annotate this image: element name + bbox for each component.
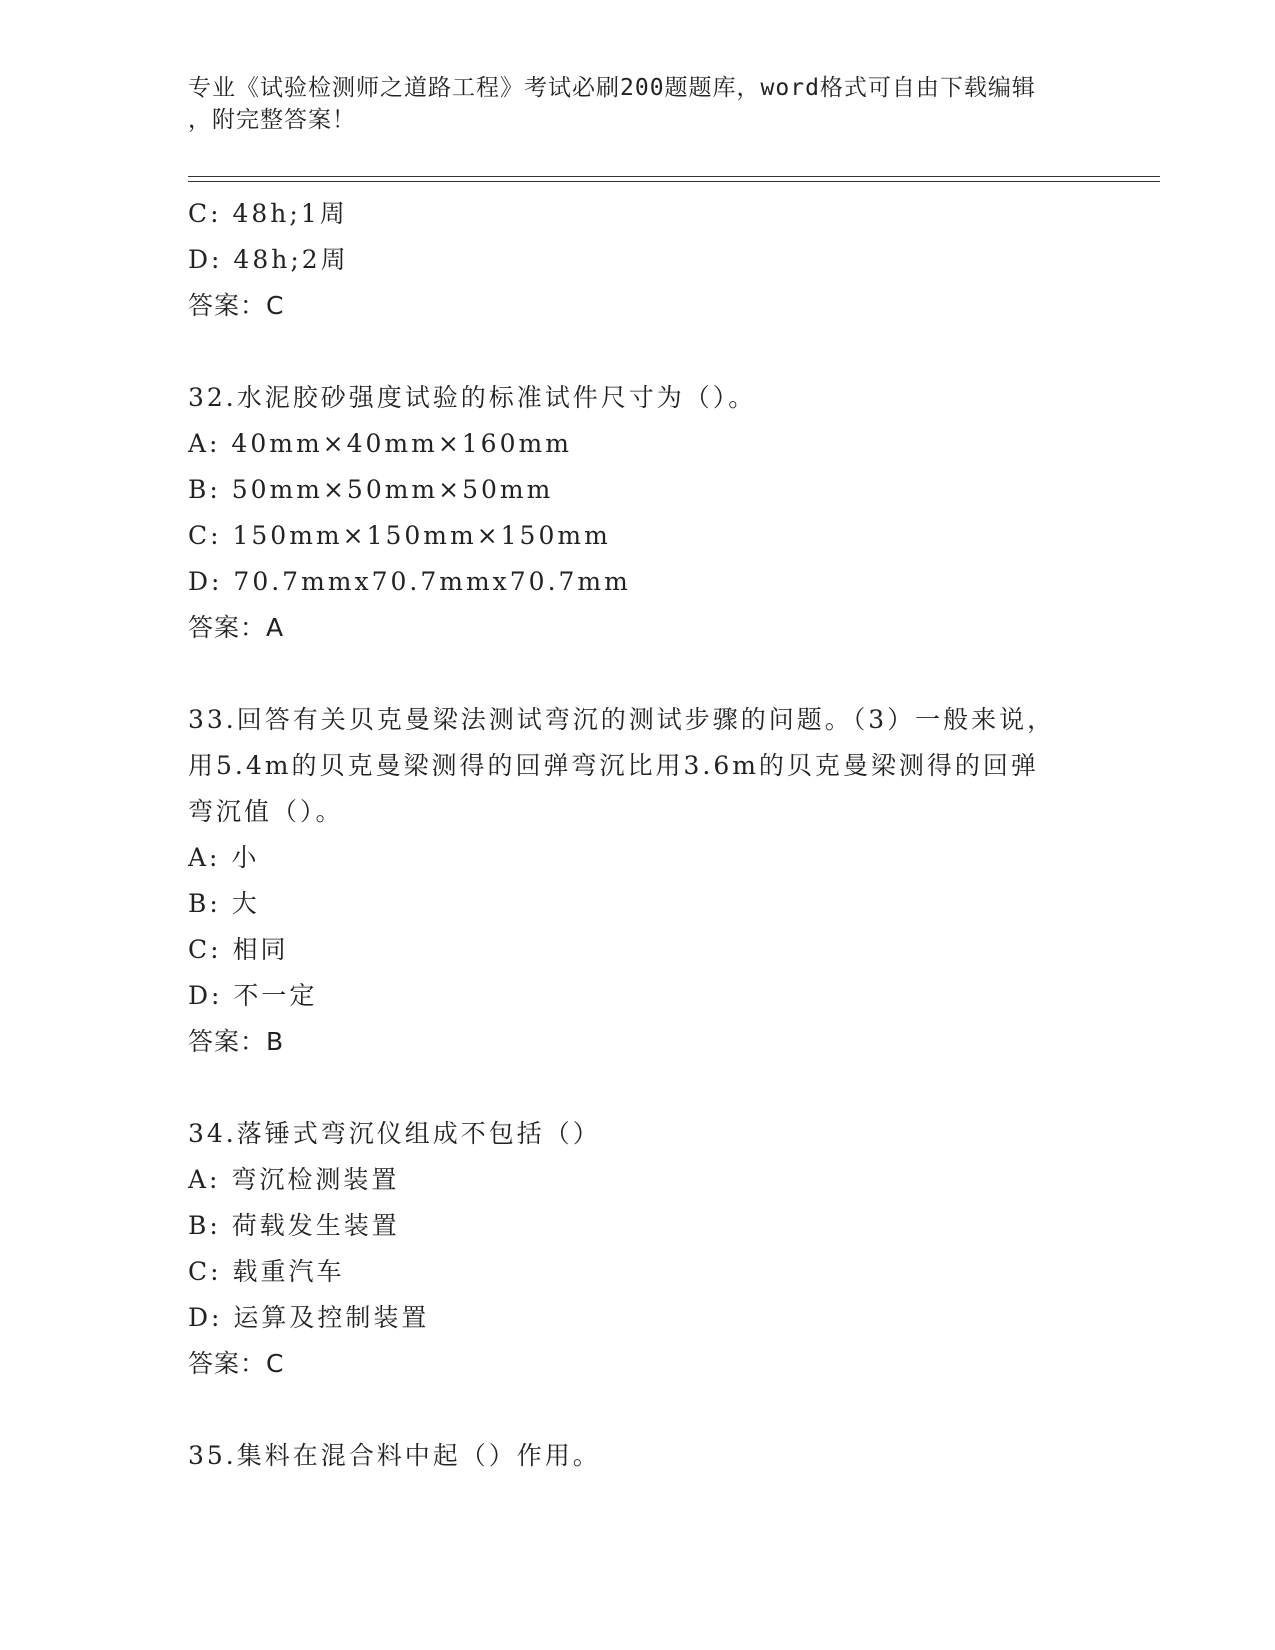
option-c: C: 150mm×150mm×150mm [188,521,611,550]
option-d: D: 70.7mmx70.7mmx70.7mm [188,567,631,596]
question-33 [188,697,1088,1065]
spacer [188,1065,1088,1111]
header-divider-bottom [188,181,1160,182]
answer-line: 答案：C [188,1349,285,1378]
option-a: A: 40mm×40mm×160mm [188,429,572,458]
spacer [188,1387,1088,1433]
question-text: 34.落锤式弯沉仪组成不包括（） [188,1119,601,1148]
question-text-line-1: 33.回答有关贝克曼梁法测试弯沉的测试步骤的问题。（3）一般来说， [188,705,1056,734]
question-text: 35.集料在混合料中起（）作用。 [188,1441,601,1470]
option-d: D: 48h;2周 [188,245,349,274]
spacer [188,329,1088,375]
option-c: C: 48h;1周 [188,199,348,228]
answer-line: 答案：C [188,291,285,320]
option-b: B: 大 [188,889,260,918]
document-header [188,72,1088,136]
option-b: B: 荷载发生装置 [188,1211,400,1240]
spacer [188,651,1088,697]
option-d: D: 运算及控制装置 [188,1303,430,1332]
document-body [188,191,1088,1479]
carryover-block [188,191,1088,329]
question-text-line-2: 用5.4m的贝克曼梁测得的回弹弯沉比用3.6m的贝克曼梁测得的回弹 [188,751,1039,780]
answer-line: 答案：B [188,1027,285,1056]
option-c: C: 相同 [188,935,289,964]
question-35 [188,1433,1088,1479]
answer-line: 答案：A [188,613,285,642]
option-a: A: 弯沉检测装置 [188,1165,400,1194]
header-title-line-2: ，附完整答案！ [188,107,356,133]
option-b: B: 50mm×50mm×50mm [188,475,554,504]
question-32 [188,375,1088,651]
question-text: 32.水泥胶砂强度试验的标准试件尺寸为（）。 [188,383,757,412]
option-c: C: 载重汽车 [188,1257,345,1286]
question-34 [188,1111,1088,1387]
option-d: D: 不一定 [188,981,318,1010]
question-text-line-3: 弯沉值（）。 [188,797,344,826]
header-divider-top [188,176,1160,177]
option-a: A: 小 [188,843,260,872]
header-title-line-1: 专业《试验检测师之道路工程》考试必刷200题题库，word格式可自由下载编辑 [188,75,1036,101]
